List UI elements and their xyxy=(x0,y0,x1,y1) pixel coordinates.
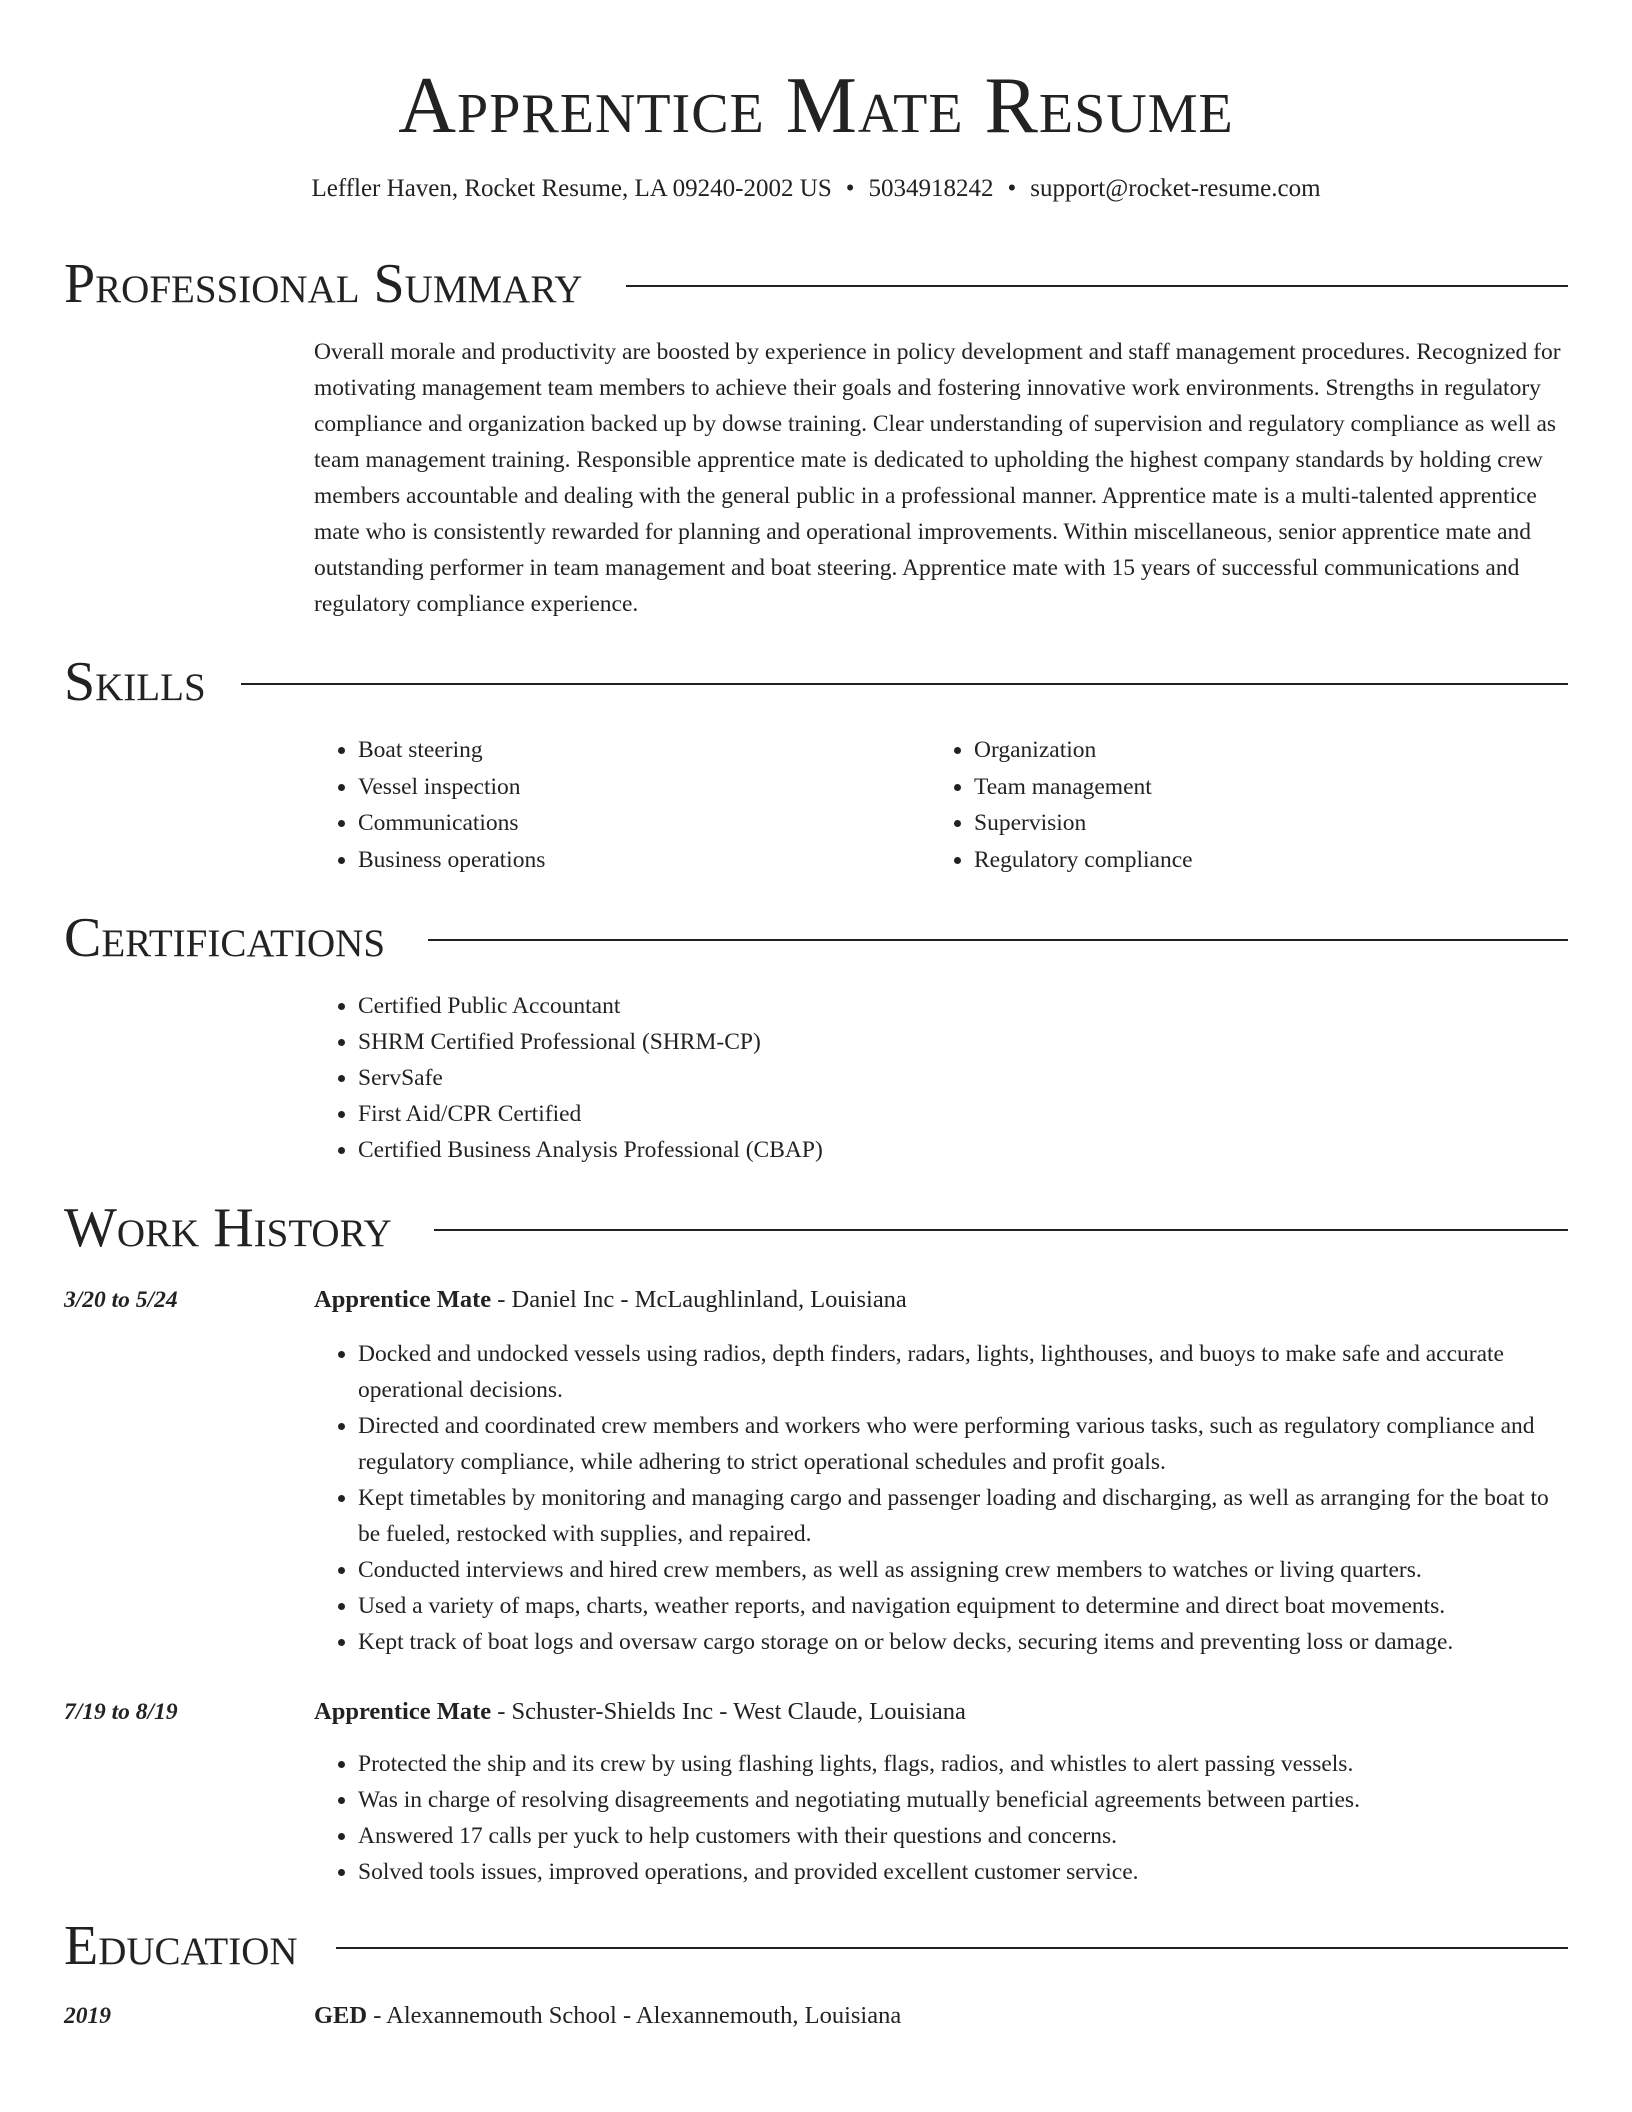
job-bullet-list xyxy=(314,1746,1568,1890)
skills-right-column xyxy=(930,732,1490,879)
job-bullet: • Protected the ship and its crew by using flashing lights, flags, radios, and whistles to alert passing vessels. xyxy=(358,1746,1568,1782)
skill-item: • Regulatory compliance xyxy=(974,842,1490,879)
work-heading: Work History xyxy=(64,1197,392,1259)
job-bullet: • Docked and undocked vessels using radios, depth finders, radars, lights, lighthouses, and buoys to make safe and accurate operational decisions. xyxy=(358,1336,1568,1408)
job-bullet: • Kept track of boat logs and oversaw cargo storage on or below decks, securing items and preventing loss or damage. xyxy=(358,1624,1568,1660)
section-divider xyxy=(626,285,1568,287)
skill-item: • Business operations xyxy=(358,842,874,879)
contact-separator: • xyxy=(1007,175,1017,202)
skill-item: • Supervision xyxy=(974,805,1490,842)
job-bullet: • Used a variety of maps, charts, weather reports, and navigation equipment to determine and direct boat movements. xyxy=(358,1588,1568,1624)
education-school-location: - Alexannemouth School - Alexannemouth, Louisiana xyxy=(367,2002,902,2029)
summary-block xyxy=(314,334,1568,622)
certifications-section-header xyxy=(64,906,1568,970)
skill-item: • Team management xyxy=(974,769,1490,806)
job-bullet-list xyxy=(314,1336,1568,1660)
skills-left-column xyxy=(314,732,874,879)
education-section-header xyxy=(64,1914,1568,1978)
contact-address: Leffler Haven, Rocket Resume, LA 09240-2002 US xyxy=(311,175,832,202)
certification-item: • SHRM Certified Professional (SHRM-CP) xyxy=(358,1024,1568,1060)
education-degree: GED xyxy=(314,2002,368,2029)
job-bullet: • Conducted interviews and hired crew members, as well as assigning crew members to watches or living quarters. xyxy=(358,1552,1568,1588)
certification-item: • ServSafe xyxy=(358,1060,1568,1096)
certifications-heading: Certifications xyxy=(64,907,386,969)
skills-list-right xyxy=(930,732,1490,879)
section-divider xyxy=(336,1947,1568,1949)
job-heading xyxy=(314,1694,966,1730)
summary-section-header xyxy=(64,252,1568,316)
skills-heading: Skills xyxy=(64,651,206,713)
education-year: 2019 xyxy=(64,2003,111,2029)
skill-item: • Boat steering xyxy=(358,732,874,769)
skill-item: • Communications xyxy=(358,805,874,842)
certification-item: • Certified Business Analysis Professional (CBAP) xyxy=(358,1132,1568,1168)
job-bullets-block xyxy=(314,1336,1568,1660)
certification-item: • First Aid/CPR Certified xyxy=(358,1096,1568,1132)
certifications-list xyxy=(314,988,1568,1168)
education-heading-line xyxy=(314,1998,901,2034)
resume-title: Apprentice Mate Resume xyxy=(398,62,1234,150)
contact-line xyxy=(0,172,1632,206)
job-heading xyxy=(314,1282,907,1318)
work-section-header xyxy=(64,1196,1568,1260)
job-bullet: • Kept timetables by monitoring and managing cargo and passenger loading and discharging, as well as arranging for the boat to be fueled, restocked with supplies, and repaired. xyxy=(358,1480,1568,1552)
job-dates: 3/20 to 5/24 xyxy=(64,1287,178,1313)
certifications-block xyxy=(314,988,1568,1168)
contact-separator: • xyxy=(845,175,855,202)
job-employer-location: - Schuster-Shields Inc - West Claude, Louisiana xyxy=(491,1698,966,1725)
job-bullet: • Directed and coordinated crew members and workers who were performing various tasks, such as regulatory compliance and regulatory compliance, while adhering to strict operational schedules and profit goals. xyxy=(358,1408,1568,1480)
job-dates: 7/19 to 8/19 xyxy=(64,1699,178,1725)
section-divider xyxy=(434,1229,1568,1231)
education-heading: Education xyxy=(64,1915,298,1977)
contact-email[interactable]: support@rocket-resume.com xyxy=(1030,175,1321,202)
skills-section-header xyxy=(64,650,1568,714)
skill-item: • Vessel inspection xyxy=(358,769,874,806)
summary-text: Overall morale and productivity are boosted by experience in policy development and staff management procedures. Recognized for motivating management team members to achieve their goals and fostering innovative work environments. Strengths in regulatory compliance and organization backed up by dowse training. Clear understanding of supervision and regulatory compliance as well as team management training. Responsible apprentice mate is dedicated to upholding the highest company standards by holding crew members accountable and dealing with the general public in a professional manner. Apprentice mate is a multi-talented apprentice mate who is consistently rewarded for planning and operational improvements. Within miscellaneous, senior apprentice mate and outstanding performer in team management and boat steering. Apprentice mate with 15 years of successful communications and regulatory compliance experience. xyxy=(314,339,1561,617)
job-bullet: • Solved tools issues, improved operations, and provided excellent customer service. xyxy=(358,1854,1568,1890)
contact-phone: 5034918242 xyxy=(868,175,994,202)
skill-item: • Organization xyxy=(974,732,1490,769)
job-bullet: • Was in charge of resolving disagreements and negotiating mutually beneficial agreements between parties. xyxy=(358,1782,1568,1818)
section-divider xyxy=(428,939,1568,941)
skills-list-left xyxy=(314,732,874,879)
section-divider xyxy=(241,683,1568,685)
job-employer-location: - Daniel Inc - McLaughlinland, Louisiana xyxy=(491,1286,907,1313)
job-title: Apprentice Mate xyxy=(314,1698,492,1725)
certification-item: • Certified Public Accountant xyxy=(358,988,1568,1024)
job-bullets-block xyxy=(314,1746,1568,1890)
job-title: Apprentice Mate xyxy=(314,1286,492,1313)
summary-heading: Professional Summary xyxy=(64,253,583,315)
job-bullet: • Answered 17 calls per yuck to help customers with their questions and concerns. xyxy=(358,1818,1568,1854)
